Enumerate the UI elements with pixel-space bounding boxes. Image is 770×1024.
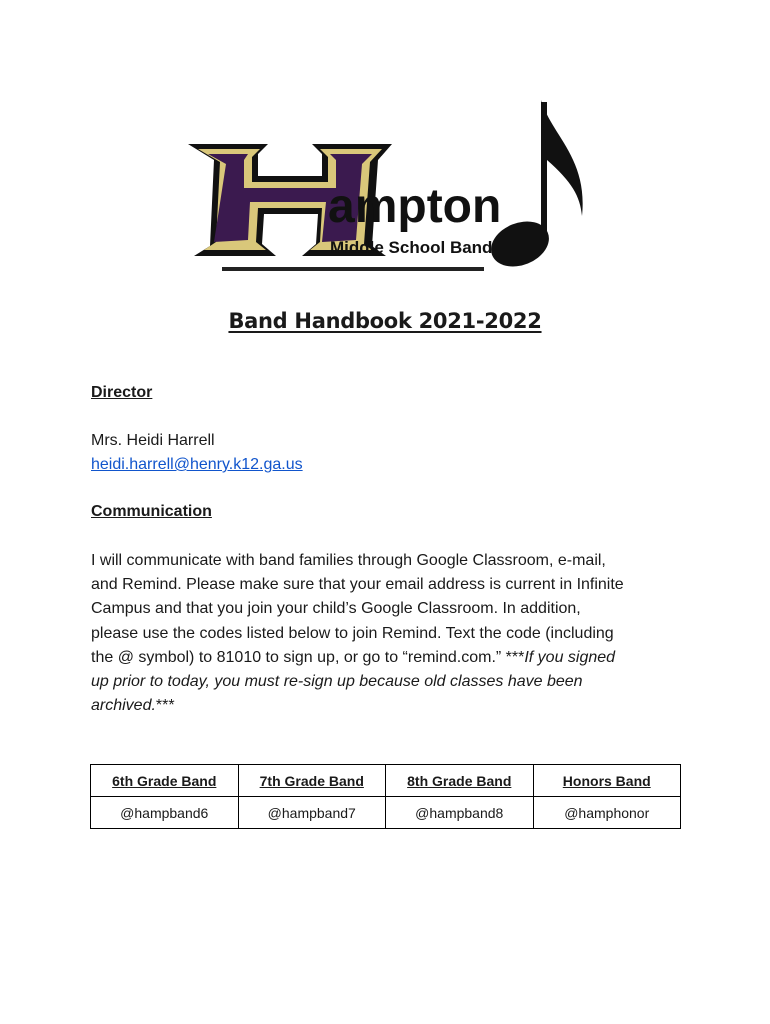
- table-header-row: [91, 765, 681, 797]
- resign-notice-italic: archived.: [91, 697, 156, 715]
- paragraph-line: and Remind. Please make sure that your email address is current in Infinite: [91, 576, 624, 594]
- table-header: 7th Grade Band: [238, 765, 386, 797]
- paragraph-line: [91, 670, 681, 694]
- paragraph-line: [91, 694, 681, 718]
- remind-codes-table: [90, 764, 681, 829]
- paragraph-line: Campus and that you join your child’s Google Classroom. In addition,: [91, 600, 581, 618]
- paragraph-text: the @ symbol) to 81010 to sign up, or go to “remind.com.” ***: [91, 648, 525, 666]
- remind-code-cell: @hampband8: [386, 797, 534, 829]
- resign-notice-italic: If you signed: [524, 648, 616, 666]
- paragraph-text: ***: [155, 697, 175, 715]
- remind-code-cell: @hamphonor: [533, 797, 681, 829]
- director-email-link[interactable]: heidi.harrell@henry.k12.ga.us: [91, 456, 303, 473]
- school-logo: [180, 96, 590, 276]
- paragraph-line: I will communicate with band families through Google Classroom, e-mail,: [91, 552, 606, 569]
- table-header: 8th Grade Band: [386, 765, 534, 797]
- table-header: Honors Band: [533, 765, 681, 797]
- logo-subtitle: Middle School Band: [330, 238, 493, 257]
- resign-notice-italic: up prior to today, you must re-sign up because old classes have been: [91, 673, 583, 691]
- logo-word: ampton: [328, 180, 502, 233]
- paragraph-line: [91, 646, 681, 670]
- communication-heading: Communication: [91, 503, 212, 520]
- director-heading: Director: [91, 384, 153, 401]
- hampton-band-logo-graphic: [180, 96, 590, 276]
- communication-paragraph: [91, 549, 681, 718]
- remind-code-cell: @hampband6: [91, 797, 239, 829]
- document-title: Band Handbook 2021-2022: [228, 309, 542, 333]
- director-name: Mrs. Heidi Harrell: [91, 432, 215, 449]
- logo-underline: [222, 267, 484, 271]
- paragraph-line: please use the codes listed below to join Remind. Text the code (including: [91, 624, 614, 642]
- table-row: [91, 797, 681, 829]
- table-header: 6th Grade Band: [91, 765, 239, 797]
- remind-code-cell: @hampband7: [238, 797, 386, 829]
